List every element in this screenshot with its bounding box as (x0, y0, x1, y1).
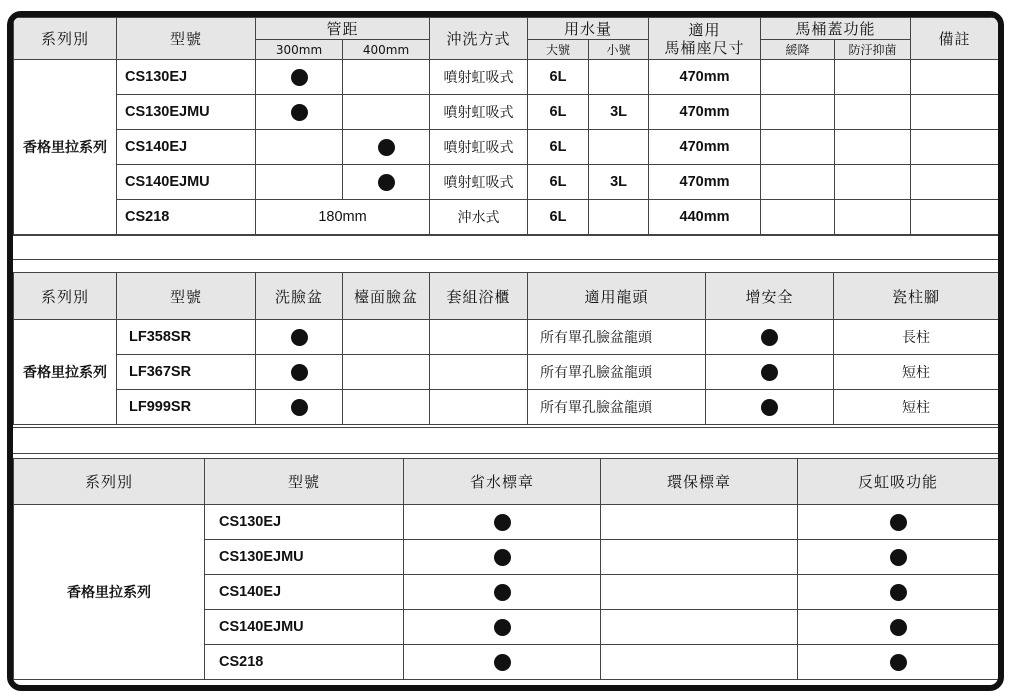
cabinet-cell (430, 390, 528, 425)
seat-size-cell: 470mm (649, 95, 761, 130)
model-cell: CS140EJMU (205, 610, 404, 645)
cover-anti-cell (835, 95, 911, 130)
flush-cell: 噴射虹吸式 (430, 95, 528, 130)
water-small-cell (589, 130, 649, 165)
filled-dot-icon (494, 584, 511, 601)
leg-cell: 短柱 (834, 390, 999, 425)
anti-siphon-cell (798, 575, 999, 610)
water-big-cell: 6L (528, 95, 589, 130)
header-water-big: 大號 (528, 40, 589, 60)
header-seat-line2: 馬桶座尺寸 (664, 38, 745, 57)
filled-dot-icon (494, 619, 511, 636)
header-pitch-300: 300mm (256, 40, 343, 60)
filled-dot-icon (761, 329, 778, 346)
table-row (14, 505, 999, 540)
water-big-cell: 6L (528, 200, 589, 235)
basin-spec-table (13, 272, 998, 425)
model-cell: CS140EJMU (117, 165, 256, 200)
water-small-cell: 3L (589, 95, 649, 130)
model-cell: CS140EJ (205, 575, 404, 610)
cover-anti-cell (835, 200, 911, 235)
header-pitch-400: 400mm (343, 40, 430, 60)
anti-siphon-cell (798, 540, 999, 575)
cabinet-cell (430, 320, 528, 355)
leg-cell: 長柱 (834, 320, 999, 355)
header-model: 型號 (117, 273, 256, 320)
table-row (14, 165, 999, 200)
cover-soft-cell (761, 130, 835, 165)
series-name: 香格里拉系列 (14, 60, 117, 235)
cover-anti-cell (835, 60, 911, 95)
table-row (14, 355, 999, 390)
header-cabinet: 套組浴櫃 (430, 273, 528, 320)
header-cover: 馬桶蓋功能 (761, 18, 911, 40)
filled-dot-icon (378, 174, 395, 191)
header-series: 系列別 (14, 18, 117, 60)
header-safety: 增安全 (706, 273, 834, 320)
toilet-spec-table (13, 17, 998, 235)
filled-dot-icon (494, 514, 511, 531)
model-cell: LF358SR (117, 320, 256, 355)
seat-size-cell: 470mm (649, 60, 761, 95)
water-label-cell (404, 610, 601, 645)
filled-dot-icon (291, 329, 308, 346)
filled-dot-icon (291, 364, 308, 381)
filled-dot-icon (890, 654, 907, 671)
notes-cell (911, 165, 999, 200)
header-water: 用水量 (528, 18, 649, 40)
header-flush: 沖洗方式 (430, 18, 528, 60)
leg-cell: 短柱 (834, 355, 999, 390)
header-water-label: 省水標章 (404, 459, 601, 505)
cover-soft-cell (761, 60, 835, 95)
eco-label-cell (601, 645, 798, 680)
header-cover-soft: 緩降 (761, 40, 835, 60)
basin-cell (256, 320, 343, 355)
cabinet-cell (430, 355, 528, 390)
filled-dot-icon (291, 104, 308, 121)
header-cover-anti: 防汙抑菌 (835, 40, 911, 60)
header-faucet: 適用龍頭 (528, 273, 706, 320)
table-row (14, 60, 999, 95)
safety-cell (706, 355, 834, 390)
water-label-cell (404, 540, 601, 575)
header-leg: 瓷柱腳 (834, 273, 999, 320)
header-series: 系列別 (14, 273, 117, 320)
water-small-cell: 3L (589, 165, 649, 200)
water-big-cell: 6L (528, 165, 589, 200)
flush-cell: 噴射虹吸式 (430, 165, 528, 200)
filled-dot-icon (291, 399, 308, 416)
header-series: 系列別 (14, 459, 205, 505)
model-cell: CS130EJMU (117, 95, 256, 130)
header-eco-label: 環保標章 (601, 459, 798, 505)
basin-cell (256, 390, 343, 425)
model-cell: CS140EJ (117, 130, 256, 165)
flush-cell: 噴射虹吸式 (430, 130, 528, 165)
cover-anti-cell (835, 165, 911, 200)
filled-dot-icon (761, 399, 778, 416)
header-pitch: 管距 (256, 18, 430, 40)
header-basin: 洗臉盆 (256, 273, 343, 320)
anti-siphon-cell (798, 645, 999, 680)
seat-size-cell: 470mm (649, 130, 761, 165)
water-small-cell (589, 60, 649, 95)
cover-soft-cell (761, 95, 835, 130)
eco-label-cell (601, 575, 798, 610)
water-label-cell (404, 645, 601, 680)
header-notes: 備註 (911, 18, 999, 60)
water-big-cell: 6L (528, 130, 589, 165)
cover-soft-cell (761, 200, 835, 235)
model-cell: LF999SR (117, 390, 256, 425)
filled-dot-icon (890, 619, 907, 636)
anti-siphon-cell (798, 505, 999, 540)
model-cell: CS218 (205, 645, 404, 680)
counter-cell (343, 390, 430, 425)
cover-soft-cell (761, 165, 835, 200)
filled-dot-icon (761, 364, 778, 381)
seat-size-cell: 470mm (649, 165, 761, 200)
series-name: 香格里拉系列 (14, 320, 117, 425)
filled-dot-icon (494, 654, 511, 671)
table-row (14, 130, 999, 165)
safety-cell (706, 320, 834, 355)
pitch-merged-cell: 180mm (256, 200, 430, 235)
pitch-300-cell (256, 165, 343, 200)
cover-anti-cell (835, 130, 911, 165)
model-cell: LF367SR (117, 355, 256, 390)
filled-dot-icon (890, 514, 907, 531)
anti-siphon-cell (798, 610, 999, 645)
model-cell: CS218 (117, 200, 256, 235)
water-big-cell: 6L (528, 60, 589, 95)
eco-label-cell (601, 540, 798, 575)
notes-cell (911, 130, 999, 165)
header-model: 型號 (205, 459, 404, 505)
model-cell: CS130EJMU (205, 540, 404, 575)
table-row (14, 320, 999, 355)
header-seat-line1: 適用 (688, 20, 721, 39)
pitch-400-cell (343, 60, 430, 95)
flush-cell: 沖水式 (430, 200, 528, 235)
faucet-cell: 所有單孔臉盆龍頭 (528, 390, 706, 425)
notes-cell (911, 60, 999, 95)
notes-cell (911, 200, 999, 235)
safety-cell (706, 390, 834, 425)
counter-cell (343, 320, 430, 355)
pitch-300-cell (256, 130, 343, 165)
header-model: 型號 (117, 18, 256, 60)
table-row (14, 200, 999, 235)
faucet-cell: 所有單孔臉盆龍頭 (528, 355, 706, 390)
header-water-small: 小號 (589, 40, 649, 60)
water-label-cell (404, 505, 601, 540)
water-small-cell (589, 200, 649, 235)
model-cell: CS130EJ (117, 60, 256, 95)
table-row (14, 95, 999, 130)
table-gap (13, 427, 998, 454)
table-gap (13, 235, 998, 260)
notes-cell (911, 95, 999, 130)
model-cell: CS130EJ (205, 505, 404, 540)
header-seat-size (649, 18, 761, 60)
seat-size-cell: 440mm (649, 200, 761, 235)
faucet-cell: 所有單孔臉盆龍頭 (528, 320, 706, 355)
filled-dot-icon (291, 69, 308, 86)
header-anti-siphon: 反虹吸功能 (798, 459, 999, 505)
flush-cell: 噴射虹吸式 (430, 60, 528, 95)
filled-dot-icon (890, 584, 907, 601)
pitch-400-cell (343, 95, 430, 130)
series-name: 香格里拉系列 (14, 505, 205, 680)
counter-cell (343, 355, 430, 390)
eco-label-cell (601, 505, 798, 540)
eco-label-cell (601, 610, 798, 645)
filled-dot-icon (890, 549, 907, 566)
filled-dot-icon (378, 139, 395, 156)
table-row (14, 390, 999, 425)
pitch-400-cell (343, 165, 430, 200)
water-label-cell (404, 575, 601, 610)
pitch-300-cell (256, 95, 343, 130)
pitch-300-cell (256, 60, 343, 95)
header-counter-basin: 檯面臉盆 (343, 273, 430, 320)
basin-cell (256, 355, 343, 390)
pitch-400-cell (343, 130, 430, 165)
certification-table (13, 458, 998, 680)
filled-dot-icon (494, 549, 511, 566)
spec-sheet-frame (7, 11, 1004, 691)
